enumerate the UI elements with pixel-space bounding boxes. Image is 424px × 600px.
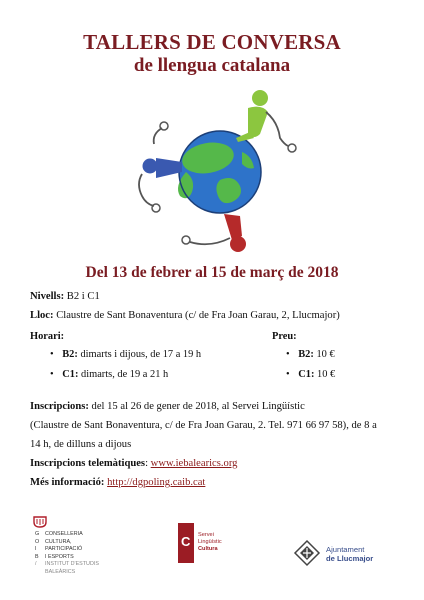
levels-value: B2 i C1: [66, 291, 100, 302]
registration-line-1: [30, 401, 305, 412]
more-info-line: [30, 477, 205, 488]
registration-text: del 15 al 26 de gener de 2018, al Servei Lingüístic: [91, 401, 305, 412]
blue-figure-icon: [139, 122, 182, 212]
registration-label: Inscripcions:: [30, 401, 89, 412]
event-dates: Del 13 de febrer al 15 de març de 2018: [85, 264, 339, 281]
info-label: Més informació:: [30, 477, 105, 488]
online-registration-line: [30, 458, 237, 469]
servei-logo-text: Cultura: [198, 545, 218, 552]
schedule-item: [50, 369, 168, 380]
servei-logo-mark: [178, 523, 194, 563]
globe-icon: [178, 131, 261, 213]
govern-shield-icon: [33, 516, 47, 528]
price-item: [286, 349, 335, 360]
govern-letter: O: [35, 538, 40, 545]
dgpoling-link[interactable]: http://dgpoling.caib.cat: [107, 477, 206, 488]
govern-text: INSTITUT D'ESTUDIS: [45, 561, 99, 568]
govern-text: I ESPORTS: [45, 553, 74, 560]
place-label: Lloc:: [30, 310, 54, 321]
poster-title: TALLERS DE CONVERSA: [83, 30, 341, 54]
govern-text: PARTICIPACIÓ: [45, 546, 83, 553]
registration-line-3: 14 h, de dilluns a dijous: [30, 439, 132, 450]
online-separator: :: [145, 458, 149, 469]
levels-label: Nivells:: [30, 291, 65, 302]
govern-letter: G: [35, 531, 40, 537]
iebalearics-link[interactable]: www.iebalearics.org: [150, 458, 238, 469]
price-level: C1:: [298, 369, 315, 380]
govern-letter: /: [35, 561, 37, 568]
govern-text: BALEÀRICS: [45, 568, 76, 575]
schedule-text: dimarts, de 19 a 21 h: [81, 369, 169, 380]
schedule-level: C1:: [62, 369, 79, 380]
schedule-label: Horari:: [30, 331, 65, 342]
schedule-item: [50, 349, 201, 360]
price-text: 10 €: [316, 349, 335, 360]
price-label: Preu:: [272, 331, 297, 342]
registration-line-2: (Claustre de Sant Bonaventura, c/ de Fra Joan Garau, 2. Tel. 971 66 97 58), de 8 a: [30, 420, 377, 431]
govern-letter: B: [35, 553, 39, 560]
red-figure-icon: [182, 214, 246, 252]
place-value: Claustre de Sant Bonaventura (c/ de Fra Joan Garau, 2, Llucmajor): [56, 310, 340, 321]
ajuntament-text: Ajuntament: [326, 545, 365, 554]
levels-line: [30, 291, 100, 302]
schedule-level: B2:: [62, 349, 78, 360]
servei-logo-letter: C: [181, 534, 191, 549]
place-line: [30, 310, 340, 321]
servei-logo-text: Lingüístic: [198, 538, 222, 545]
price-text: 10 €: [317, 369, 336, 380]
govern-letter: I: [35, 546, 37, 553]
ajuntament-crest-icon: [293, 539, 321, 567]
price-level: B2:: [298, 349, 314, 360]
govern-text: CONSELLERIA: [45, 531, 83, 537]
servei-logo-text: Servei: [198, 532, 214, 538]
ajuntament-text: de Llucmajor: [326, 554, 374, 564]
schedule-text: dimarts i dijous, de 17 a 19 h: [80, 349, 202, 360]
online-label: Inscripcions telemàtiques: [30, 458, 146, 469]
price-item: [286, 369, 335, 380]
poster-subtitle: de llengua catalana: [133, 55, 291, 76]
globe-people-illustration: [120, 88, 310, 256]
govern-text: CULTURA,: [45, 538, 72, 545]
